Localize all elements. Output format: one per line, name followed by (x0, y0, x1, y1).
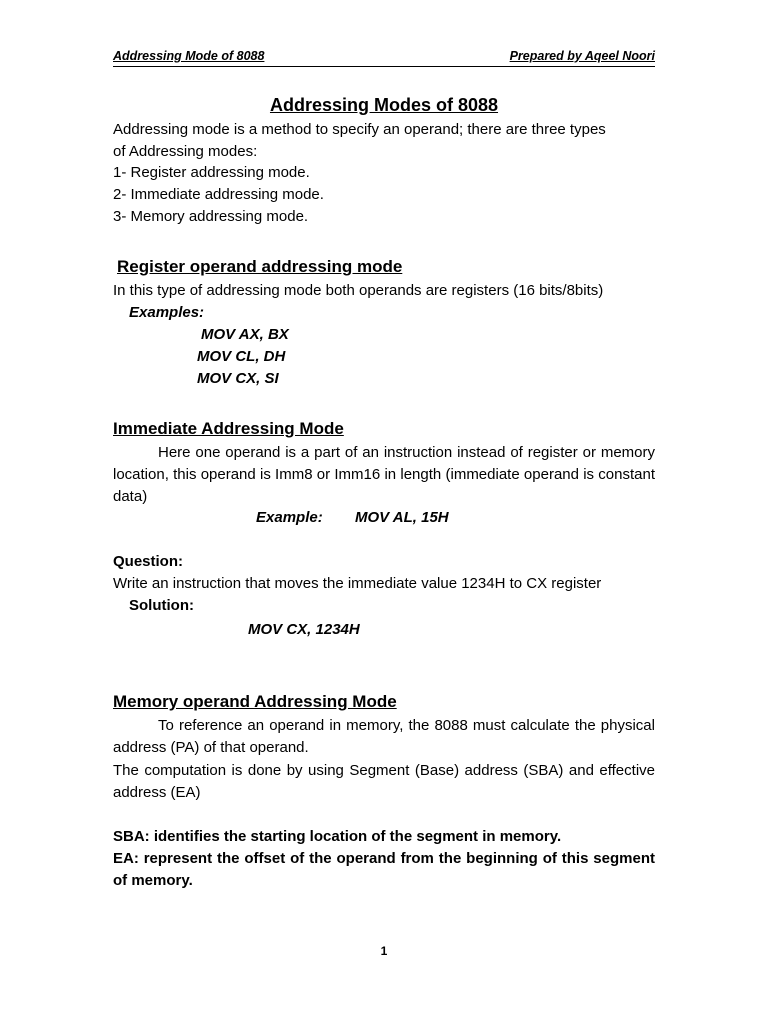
examples-label: Examples: (129, 304, 205, 321)
register-heading: Register operand addressing mode (117, 257, 403, 276)
header-rule (113, 66, 655, 67)
immediate-heading: Immediate Addressing Mode (113, 419, 344, 438)
register-text: In this type of addressing mode both operands are registers (16 bits/8bits) (113, 282, 604, 299)
solution-value: MOV CX, 1234H (248, 621, 360, 638)
intro-line-1: Addressing mode is a method to specify an operand; there are three types (113, 121, 606, 138)
memory-paragraph-1: To reference an operand in memory, the 8088 must calculate the physical address (PA) of that operand. (113, 717, 655, 756)
page-title: Addressing Modes of 8088 (269, 95, 499, 115)
memory-heading: Memory operand Addressing Mode (113, 692, 397, 711)
intro-item-1: 1- Register addressing mode. (113, 164, 310, 181)
immediate-example-value: MOV AL, 15H (355, 509, 449, 526)
intro-item-3: 3- Memory addressing mode. (113, 208, 309, 225)
example-code-3: MOV CX, SI (197, 370, 279, 387)
page-number: 1 (380, 944, 388, 958)
example-code-2: MOV CL, DH (197, 348, 286, 365)
header-left: Addressing Mode of 8088 (113, 49, 265, 63)
example-code-1: MOV AX, BX (201, 326, 289, 343)
intro-item-2: 2- Immediate addressing mode. (113, 186, 324, 203)
immediate-paragraph: Here one operand is a part of an instruction instead of register or memory location, this operand is Imm8 or Imm16 in length (immediate operand is constant data) (113, 444, 655, 505)
memory-paragraph-2: The computation is done by using Segment (Base) address (SBA) and effective address (EA) (113, 762, 655, 801)
ea-definition: EA: represent the offset of the operand from the beginning of this segment of memory. (113, 850, 655, 889)
immediate-example-label: Example: (256, 509, 323, 526)
question-label: Question: (113, 553, 183, 570)
solution-label: Solution: (129, 597, 194, 614)
intro-line-2: of Addressing modes: (113, 143, 258, 160)
question-text: Write an instruction that moves the immediate value 1234H to CX register (113, 575, 602, 592)
sba-definition: SBA: identifies the starting location of the segment in memory. (113, 828, 562, 845)
header-right: Prepared by Aqeel Noori (509, 49, 655, 63)
